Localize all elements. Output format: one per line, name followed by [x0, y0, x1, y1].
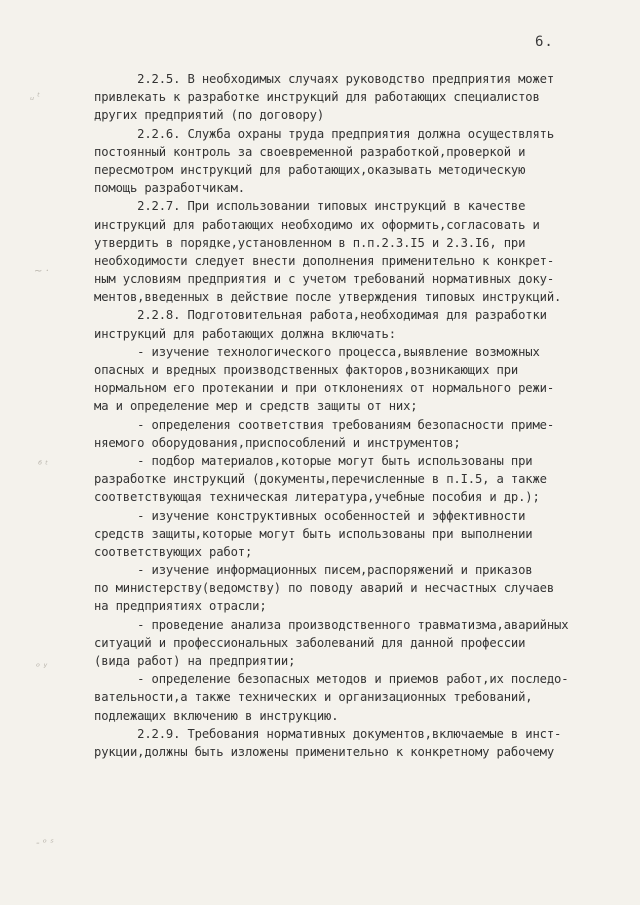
text-line: ма и определение мер и средств защиты от них; — [94, 399, 418, 414]
text-line: соответствующая техническая литература,учебные пособия и др.); — [94, 490, 540, 505]
text-line: - изучение информационных писем,распоряжений и приказов — [94, 563, 533, 578]
text-line: нормальном его протекании и при отклонениях от нормального режи- — [94, 381, 554, 396]
text-line: постоянный контроль за своевременной разработкой,проверкой и — [94, 144, 526, 159]
text-line: инструкций для работающих необходимо их оформить,согласовать и — [94, 217, 540, 232]
text-line: инструкций для работающих должна включать: — [94, 326, 396, 341]
text-line: пересмотром инструкций для работающих,оказывать методическую — [94, 162, 526, 177]
text-line: ситуаций и профессиональных заболеваний для данной профессии — [94, 635, 526, 650]
text-line: 2.2.8. Подготовительная работа,необходимая для разработки — [94, 308, 547, 323]
text-line: 2.2.9. Требования нормативных документов,включаемые в инст- — [94, 726, 562, 741]
text-line: вательности,а также технических и организационных требований, — [94, 690, 533, 705]
margin-mark: - ᵒ ˢ — [36, 838, 54, 849]
text-line: средств защиты,которые могут быть использованы при выполнении — [94, 526, 533, 541]
text-line: (вида работ) на предприятии; — [94, 654, 296, 668]
text-line: 2.2.6. Служба охраны труда предприятия должна осуществлять — [94, 126, 554, 141]
margin-mark: ⁶ ᵗ — [38, 460, 49, 471]
text-line: няемого оборудования,приспособлений и инструментов; — [94, 435, 461, 450]
text-line: 2.2.5. В необходимых случаях руководство предприятия может — [94, 72, 554, 86]
margin-mark: ᵒ ʸ — [36, 662, 48, 673]
margin-mark: ᵤ ᵗ — [30, 92, 41, 103]
text-line: - изучение конструктивных особенностей и эффективности — [94, 508, 526, 523]
text-line: - определения соответствия требованиям безопасности приме- — [94, 417, 554, 432]
text-line: соответствующих работ; — [94, 544, 253, 559]
margin-mark: ~ · — [34, 266, 49, 277]
text-line: по министерству(ведомству) по поводу аварий и несчастных случаев — [94, 581, 554, 596]
text-line: необходимости следует внести дополнения применительно к конкрет- — [94, 253, 554, 268]
text-line: разработке инструкций (документы,перечисленные в п.I.5, а также — [94, 472, 547, 487]
text-line: на предприятиях отрасли; — [94, 599, 267, 614]
text-line: - подбор материалов,которые могут быть использованы при — [94, 453, 533, 468]
page-number: 6. — [535, 34, 554, 50]
text-line: других предприятий (по договору) — [94, 108, 324, 123]
text-line: опасных и вредных производственных факторов,возникающих при — [94, 363, 519, 377]
text-line: - определение безопасных методов и приемов работ,их последо- — [94, 672, 569, 687]
text-line: помощь разработчикам. — [94, 181, 245, 196]
text-line: подлежащих включению в инструкцию. — [94, 708, 339, 723]
text-line: привлекать к разработке инструкций для работающих специалистов — [94, 90, 540, 105]
document-body — [94, 70, 614, 761]
text-line: ментов,введенных в действие после утверждения типовых инструкций. — [94, 290, 562, 305]
text-line: рукции,должны быть изложены применительно к конкретному рабочему — [94, 744, 554, 759]
text-line: утвердить в порядке,установленном в п.п.2.3.I5 и 2.3.I6, при — [94, 235, 526, 250]
text-line: - проведение анализа производственного травматизма,аварийных — [94, 617, 569, 632]
text-line: - изучение технологического процесса,выявление возможных — [94, 344, 540, 359]
text-line: 2.2.7. При использовании типовых инструкций в качестве — [94, 199, 526, 214]
text-line: ным условиям предприятия и с учетом требований нормативных доку- — [94, 272, 554, 287]
